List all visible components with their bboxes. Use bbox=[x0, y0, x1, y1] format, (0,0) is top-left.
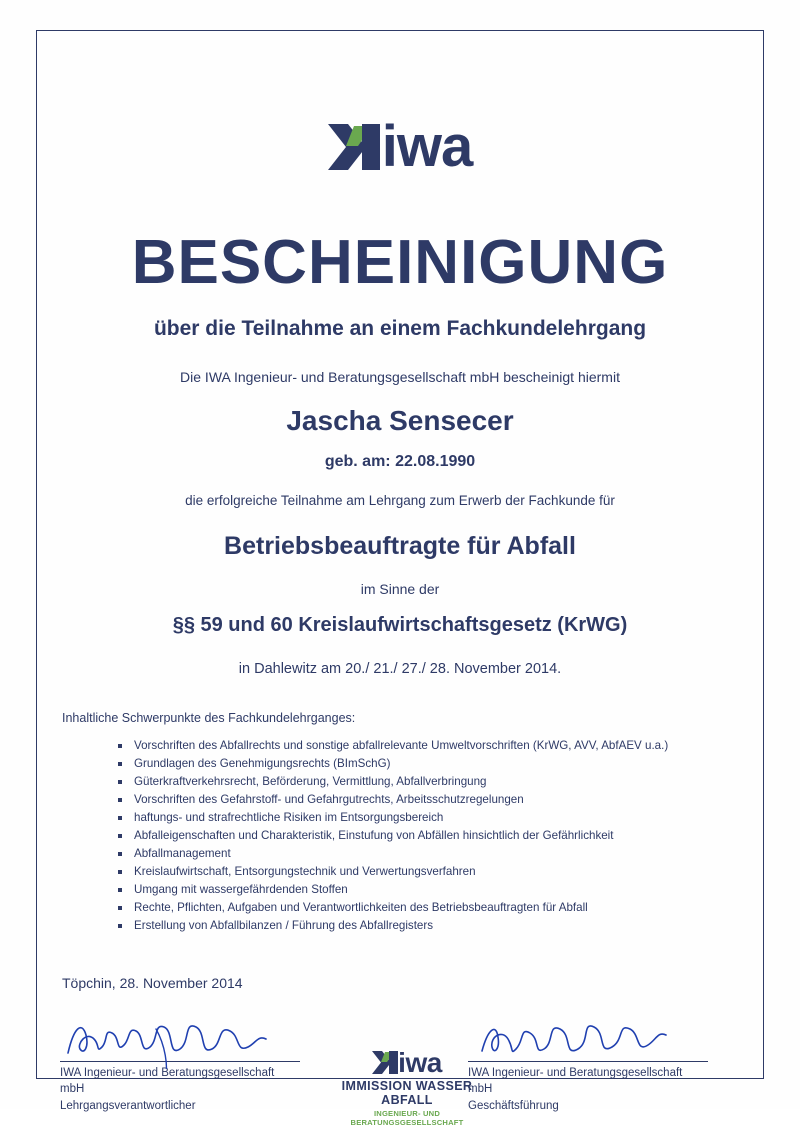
issuer-line: Die IWA Ingenieur- und Beratungsgesellschaft mbH bescheinigt hiermit bbox=[180, 369, 620, 386]
list-item: Abfalleigenschaften und Charakteristik, Einstufung von Abfällen hinsichtlich der Gefährlichkeit bbox=[118, 827, 740, 845]
signature-zone bbox=[60, 1009, 740, 1129]
signature-company-left: IWA Ingenieur- und Beratungsgesellschaft mbH bbox=[60, 1066, 275, 1096]
list-item: Vorschriften des Abfallrechts und sonstige abfallrelevante Umweltvorschriften (KrWG, AVV, AbfAEV u.a.) bbox=[118, 737, 740, 755]
course-title: Betriebsbeauftragte für Abfall bbox=[224, 532, 576, 561]
chevron-logo-icon-footer bbox=[372, 1051, 398, 1074]
list-item: Grundlagen des Genehmigungsrechts (BImSchG) bbox=[118, 755, 740, 773]
list-item: Abfallmanagement bbox=[118, 845, 740, 863]
list-item: Rechte, Pflichten, Aufgaben und Verantwortlichkeiten des Betriebsbeauftragten für Abfall bbox=[118, 899, 740, 917]
page-subtitle: über die Teilnahme an einem Fachkundelehrgang bbox=[153, 317, 647, 341]
signature-right-icon bbox=[468, 1009, 708, 1069]
certificate-content bbox=[60, 40, 740, 1127]
footer-logo bbox=[322, 1046, 492, 1127]
signature-caption-left bbox=[60, 1065, 300, 1115]
focus-heading: Inhaltliche Schwerpunkte des Fachkundelehrganges: bbox=[62, 711, 356, 726]
signature-left-icon bbox=[60, 1009, 300, 1069]
footer-logo-line1: IMMISSION WASSER ABFALL bbox=[341, 1078, 473, 1107]
signature-line-right bbox=[468, 1061, 708, 1062]
signature-caption-right bbox=[468, 1065, 708, 1115]
list-item: haftungs- und strafrechtliche Risiken im Entsorgungsbereich bbox=[118, 809, 740, 827]
signature-company-right: IWA Ingenieur- und Beratungsgesellschaft mbH bbox=[468, 1066, 683, 1096]
legal-basis: §§ 59 und 60 Kreislaufwirtschaftsgesetz (KrWG) bbox=[172, 614, 628, 637]
signature-line-left bbox=[60, 1061, 300, 1062]
signature-role-right: Geschäftsführung bbox=[468, 1100, 559, 1113]
list-item: Güterkraftverkehrsrecht, Beförderung, Vermittlung, Abfallverbringung bbox=[118, 773, 740, 791]
list-item: Umgang mit wassergefährdenden Stoffen bbox=[118, 881, 740, 899]
course-place-date: in Dahlewitz am 20./ 21./ 27./ 28. November 2014. bbox=[238, 661, 562, 678]
header-logo bbox=[60, 114, 740, 179]
list-item: Vorschriften des Gefahrstoff- und Gefahrgutrechts, Arbeitsschutzregelungen bbox=[118, 791, 740, 809]
signature-block-left bbox=[60, 1009, 300, 1115]
chevron-logo-icon bbox=[328, 124, 380, 170]
list-item: Erstellung von Abfallbilanzen / Führung des Abfallregisters bbox=[118, 917, 740, 935]
focus-list bbox=[60, 737, 740, 935]
list-item: Kreislaufwirtschaft, Entsorgungstechnik und Verwertungsverfahren bbox=[118, 863, 740, 881]
im-sinne-der-line: im Sinne der bbox=[360, 581, 440, 598]
signature-role-left: Lehrgangsverantwortlicher bbox=[60, 1100, 196, 1113]
page-title: BESCHEINIGUNG bbox=[131, 228, 669, 297]
signature-block-right bbox=[468, 1009, 708, 1115]
issue-place-date: Töpchin, 28. November 2014 bbox=[62, 974, 243, 991]
participant-name: Jascha Sensecer bbox=[286, 405, 514, 437]
footer-logo-wordmark: iwa bbox=[398, 1046, 442, 1078]
participation-line: die erfolgreiche Teilnahme am Lehrgang zum Erwerb der Fachkunde für bbox=[185, 493, 615, 509]
logo-wordmark: iwa bbox=[381, 114, 473, 179]
footer-logo-line2: INGENIEUR- UND BERATUNGSGESELLSCHAFT bbox=[350, 1108, 464, 1127]
birth-date: geb. am: 22.08.1990 bbox=[324, 453, 476, 471]
